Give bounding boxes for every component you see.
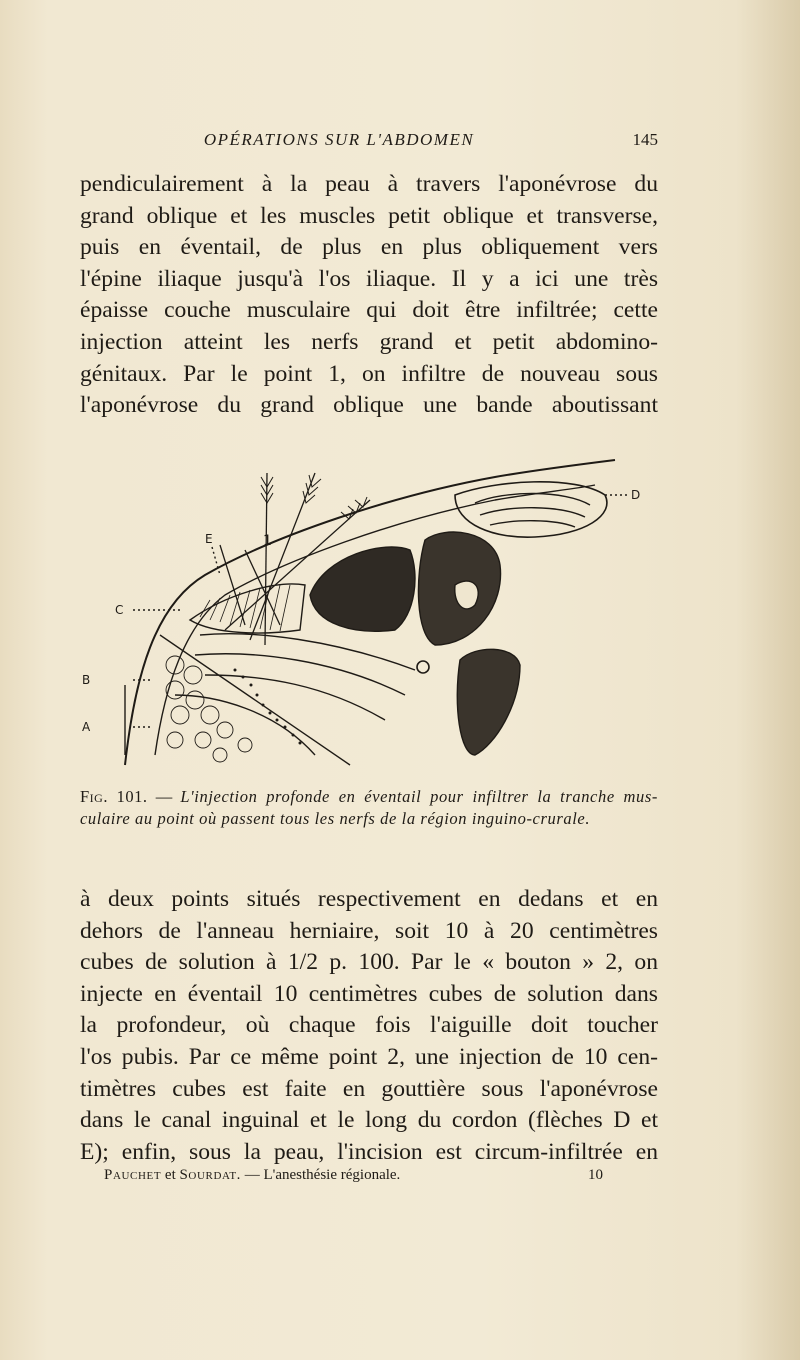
figure-label-1: 1 — [263, 533, 272, 549]
text-line: pendiculairement à la peau à travers l'aponévrose du — [80, 171, 658, 197]
text-line: génitaux. Par le point 1, on infiltre de nouveau sous — [80, 360, 658, 387]
caption-line-1 — [80, 786, 658, 808]
figure-caption — [80, 786, 658, 830]
paragraph-2 — [80, 884, 658, 1168]
text-line: l'épine iliaque jusqu'à l'os iliaque. Il y a ici une très — [80, 265, 658, 292]
text-line: l'os pubis. Par ce même point 2, une injection de 10 cen- — [80, 1043, 658, 1070]
footer-author-1: Pauchet — [104, 1167, 162, 1183]
caption-dash: — — [155, 787, 173, 806]
text-line: injecte en éventail 10 centimètres cubes de solution dans — [80, 980, 658, 1007]
running-head-title: OPÉRATIONS SUR L'ABDOMEN — [203, 130, 475, 149]
text-line: dans le canal inguinal et le long du cordon (flèches D et — [80, 1107, 658, 1134]
text-line: injection atteint les nerfs grand et petit abdomino- — [80, 328, 658, 355]
text-line: à deux points situés respectivement en dedans et en — [80, 886, 658, 912]
figure-label-d: D — [631, 488, 641, 502]
caption-text-1: L'injection profonde en éventail pour infiltrer la tranche mus- — [180, 787, 659, 806]
footer-credit — [104, 1167, 400, 1184]
anatomical-figure — [82, 455, 645, 780]
figure-number: Fig. 101. — [80, 787, 148, 806]
footer-book-title: L'anesthésie régionale. — [263, 1167, 401, 1183]
text-line: timètres cubes est faite en gouttière sous l'aponévrose — [80, 1075, 658, 1102]
page-footer — [80, 1167, 658, 1187]
paragraph-1 — [80, 169, 658, 422]
footer-conj: et — [164, 1167, 176, 1183]
footer-signature: 10 — [588, 1167, 603, 1183]
figure-label-b: B — [82, 673, 91, 687]
text-line: l'aponévrose du grand oblique une bande aboutissant — [80, 392, 658, 419]
text-line: épaisse couche musculaire qui doit être infiltrée; cette — [80, 297, 658, 324]
text-line: dehors de l'anneau herniaire, soit 10 à 20 centimètres — [80, 917, 658, 944]
footer-dash: — — [244, 1167, 260, 1183]
text-line: grand oblique et les muscles petit oblique et transverse, — [80, 202, 658, 229]
text-line: cubes de solution à 1/2 p. 100. Par le « bouton » 2, on — [80, 949, 658, 976]
page-number: 145 — [632, 130, 658, 149]
figure-label-c: C — [115, 603, 124, 617]
footer-author-2: Sourdat. — [179, 1167, 241, 1183]
figure-illustration — [82, 455, 645, 780]
text-line: E); enfin, sous la peau, l'incision est circum-infiltrée en — [80, 1138, 658, 1165]
text-line: la profondeur, où chaque fois l'aiguille doit toucher — [80, 1012, 658, 1039]
running-head — [80, 130, 658, 156]
caption-text-2: culaire au point où passent tous les nerfs de la région inguino-crurale. — [80, 809, 591, 828]
text-line: puis en éventail, de plus en plus obliquement vers — [80, 234, 658, 261]
figure-label-a: A — [82, 720, 91, 734]
figure-label-e: E — [205, 532, 213, 546]
